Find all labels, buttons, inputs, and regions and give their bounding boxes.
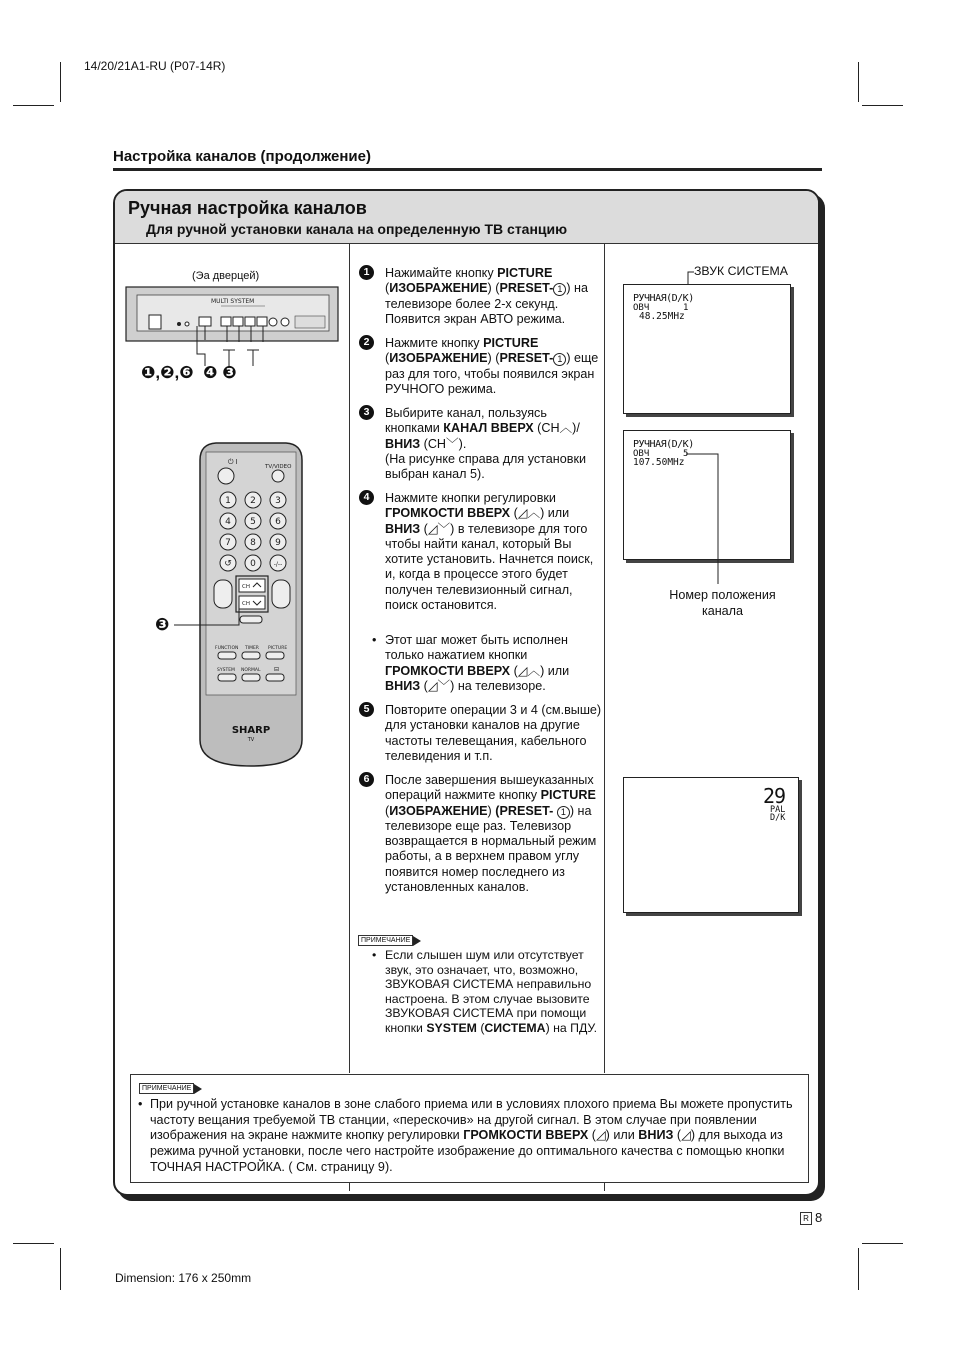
screen-line-channel: 1 [683,303,689,313]
remote-ch-down-label: CH [242,601,250,607]
column-divider [349,243,350,1073]
dimension-text: Dimension: 176 x 250mm [115,1271,252,1285]
crop-mark [60,1248,61,1290]
remote-key-8: 8 [250,538,256,548]
bottom-note [130,1074,809,1183]
remote-callout-line [172,600,252,630]
page-mark: R [800,1212,812,1225]
screen-line-frequency: 48.25MHz [639,311,685,322]
step-4 [362,491,602,613]
remote-key-7: 7 [225,538,231,548]
column-note-text: Если слышен шум или отсутствует звук, это означает, что, возможно, ЗВУКОВАЯ СИСТЕМА неправильно настроена. В этом случае вызовите ЗВУКОВАЯ СИСТЕМА при помощи кнопки SYSTEM (СИСТЕМА) на ПДУ. [385,948,598,1035]
step-5 [362,703,602,764]
bottom-note-text: При ручной установке каналов в зоне слабого приема или в условиях плохого приема Вы можете пропустить частоту вещания требуемой ТВ станции, «перескочив» на другой сигнал. В этом случае при появлении изображения на экране нажмите кнопку регулировки ГРОМКОСТИ ВВЕРХ (◿) или ВНИЗ (◿) для выхода из режима ручной установки, после чего настройте изображение до оптимального качества с помощью кнопки ТОЧНАЯ НАСТРОЙКА. ( См. страницу 9). [150,1097,793,1174]
step-text: Нажимайте кнопку PICTURE (ИЗОБРАЖЕНИЕ) (PRESET- 1 ) на телевизоре более 2-х секунд. Появится экран АВТО режима. [385,266,588,326]
step-number: 1 [359,265,374,280]
remote-key-1: 1 [225,496,231,506]
position-callout-line [684,450,724,590]
screen-line-frequency: 107.50MHz [633,457,685,468]
remote-key-9: 9 [275,538,281,548]
step-4-bullet [372,633,602,694]
step-1 [362,266,602,327]
step-text: Нажмите кнопку PICTURE (ИЗОБРАЖЕНИЕ) (PRESET- 1 ) еще раз для того, чтобы появился экран РУЧНОГО режима. [385,336,599,396]
crop-mark [13,1243,54,1244]
remote-key-5: 5 [250,517,256,527]
screen-line-channel: 5 [683,449,689,459]
crop-mark [862,1243,903,1244]
remote-key-6: 6 [275,517,281,527]
step-6 [362,773,602,895]
crop-mark [858,62,859,102]
screen-color-system: PAL [770,805,786,815]
step-3 [362,406,602,482]
screen-auto [623,284,791,414]
panel-brand-text: MULTI SYSTEM [211,298,255,305]
remote-key-0: 0 [250,559,256,569]
screen-sound-system: D/K [770,813,786,823]
remote-key-4: 4 [225,517,231,527]
crop-mark [862,105,903,106]
crop-mark [858,1248,859,1290]
screen-channel-number: 29 [763,784,786,808]
step-text: Повторите операции 3 и 4 (см.выше) для установки каналов на другие частоты телевещания, кабельного телевидения и т.п. [385,703,602,763]
screen-line-mode: РУЧНАЯ(D/K) [633,293,694,304]
box-title: Ручная настройка каналов [128,198,367,218]
remote-key-3: 3 [275,496,281,506]
remote-brand: SHARP [231,725,271,736]
step-number: 6 [359,772,374,787]
crop-mark [13,105,54,106]
remote-system-label: SYSTEM [217,668,235,673]
remote-subtitle-label: ⊟ [274,666,280,673]
door-label: (Эа дверцей) [192,270,260,282]
step-number: 3 [359,405,374,420]
crop-mark [60,62,61,102]
remote-key-return: ↺ [224,559,232,569]
position-number-callout: Номер положения канала [669,588,776,618]
box-subtitle: Для ручной установки канала на определенную ТВ станцию [146,221,568,237]
screen-normal [623,777,799,913]
column-divider [604,1182,605,1191]
column-note [372,948,602,1036]
title-bar [115,191,818,244]
remote-timer-label: TIMER [245,646,259,651]
step-text: Нажмите кнопки регулировки ГРОМКОСТИ ВВЕРХ (◿︿) или ВНИЗ (◿﹀) в телевизоре для того чтобы найти канал, который Вы хотите установить. Начнется поиск, и, когда в процессе этого будет получен телевизионный сигнал, поиск остановится. [385,491,594,613]
bullet-dot: • [138,1097,143,1111]
remote-normal-label: NORMAL [241,668,261,673]
remote-tv-mark: TV [247,737,255,743]
step-number: 2 [359,335,374,350]
step-2 [362,336,602,397]
note-tag: ПРИМЕЧАНИЕ [358,935,413,946]
document-code: 14/20/21A1-RU (P07-14R) [84,59,226,73]
bullet-text: Этот шаг может быть исполнен только нажатием кнопки ГРОМКОСТИ ВВЕРХ (◿︿) или ВНИЗ (◿﹀) на телевизоре. [385,633,570,693]
step-number: 5 [359,702,374,717]
page-number: 8 [815,1210,823,1225]
section-title: Настройка каналов (продолжение) [113,148,371,165]
note-tag: ПРИМЕЧАНИЕ [139,1083,194,1094]
sound-system-callout: ЗВУК СИСТЕМА [694,264,788,278]
step-number: 4 [359,490,374,505]
remote-function-label: FUNCTION [215,646,239,651]
bullet-dot: • [372,633,377,647]
remote-tvvideo-label: TV/VIDEO [265,464,292,470]
step-text: Выбирите канал, пользуясь кнопками КАНАЛ ВВЕРХ (CH︿)/ВНИЗ (CH﹀). (На рисунке справа для установки выбран канал 5). [385,406,587,482]
column-divider [604,243,605,1073]
screen-line-mode: РУЧНАЯ(D/K) [633,439,694,450]
remote-picture-label: PICTURE [268,646,288,651]
svg-text:⏻ I: ⏻ I [228,459,238,466]
remote-step-label: ❸ [155,615,170,634]
step-text: После завершения вышеуказанных операций нажмите кнопку PICTURE (ИЗОБРАЖЕНИЕ) (PRESET- 1 ) на телевизоре еще раз. Телевизор возвращается в нормальный режим работы, а в верхнем правом углу появится номер последнего из установленных каналов. [385,773,597,895]
remote-key-digit: -/-- [273,561,283,568]
screen-line-band: ОВЧ [633,303,650,313]
screen-line-band: ОВЧ [633,449,650,459]
bullet-dot: • [372,948,377,962]
panel-step-labels: ❶,❷,❻ ❹ ❸ [141,363,237,382]
remote-ch-up-label: CH [242,584,250,590]
section-rule [113,168,822,171]
column-divider [349,1182,350,1191]
remote-key-2: 2 [250,496,256,506]
